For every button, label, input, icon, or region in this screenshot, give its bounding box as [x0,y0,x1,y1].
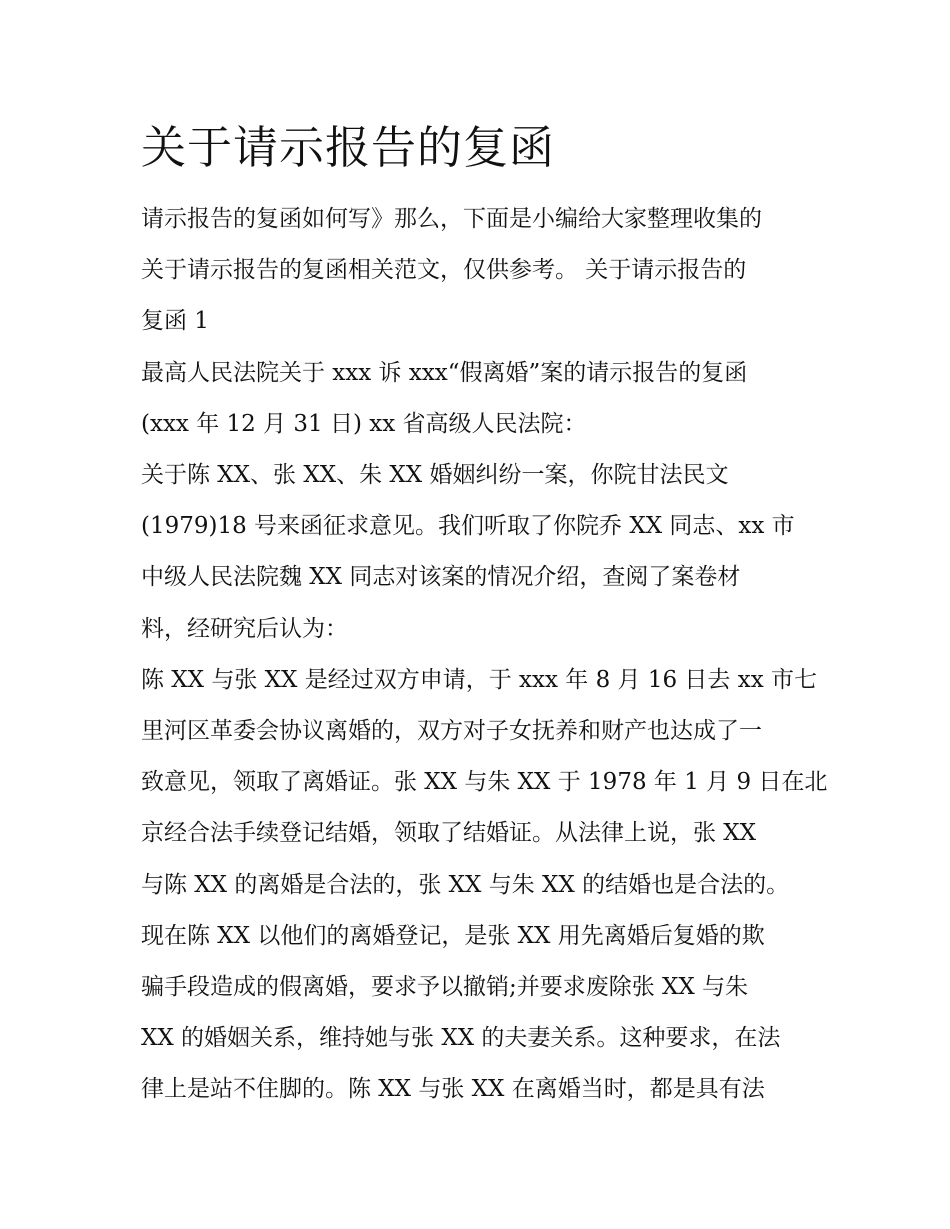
text-line: 律上是站不住脚的。陈 XX 与张 XX 在离婚当时，都是具有法 [141,1076,765,1103]
text-line: (1979)18 号来函征求意见。我们听取了你院乔 XX 同志、xx 市 [141,513,795,540]
text-line: 京经合法手续登记结婚，领取了结婚证。从法律上说，张 XX [141,820,757,847]
text-line: XX 的婚姻关系，维持她与张 XX 的夫妻关系。这种要求，在法 [141,1025,781,1052]
text-line: 最高人民法院关于 xxx 诉 xxx“假离婚”案的请示报告的复函 [141,359,748,386]
paragraph-analysis [141,655,828,1116]
paragraph-intro [141,194,816,348]
text-line: 中级人民法院魏 XX 同志对该案的情况介绍，查阅了案卷材 [141,564,741,591]
text-line: 关于陈 XX、张 XX、朱 XX 婚姻纠纷一案，你院甘法民文 [141,462,729,489]
text-line: 请示报告的复函如何写》那么，下面是小编给大家整理收集的 [141,206,762,232]
text-line: 关于请示报告的复函相关范文，仅供参考。 关于请示报告的 [141,257,747,284]
text-line: 骗手段造成的假离婚，要求予以撤销;并要求废除张 XX 与朱 [141,974,749,1001]
text-line: 陈 XX 与张 XX 是经过双方申请，于 xxx 年 8 月 16 日去 xx 市七 [141,666,817,693]
paragraph-background [141,450,816,655]
text-line: 复函 1 [141,308,209,335]
paragraph-heading [141,348,816,450]
text-line: 料，经研究后认为： [141,615,348,642]
document-title: 关于请示报告的复函 [141,121,556,174]
text-line: 与陈 XX 的离婚是合法的，张 XX 与朱 XX 的结婚也是合法的。 [141,871,790,898]
text-line: 里河区革委会协议离婚的，双方对子女抚养和财产也达成了一 [141,718,762,745]
document-page [141,110,828,1116]
text-line: (xxx 年 12 月 31 日) xx 省高级人民法院： [141,410,587,437]
text-line: 现在陈 XX 以他们的离婚登记，是张 XX 用先离婚后复婚的欺 [141,922,765,949]
text-line: 致意见，领取了离婚证。张 XX 与朱 XX 于 1978 年 1 月 9 日在北 [141,769,828,796]
